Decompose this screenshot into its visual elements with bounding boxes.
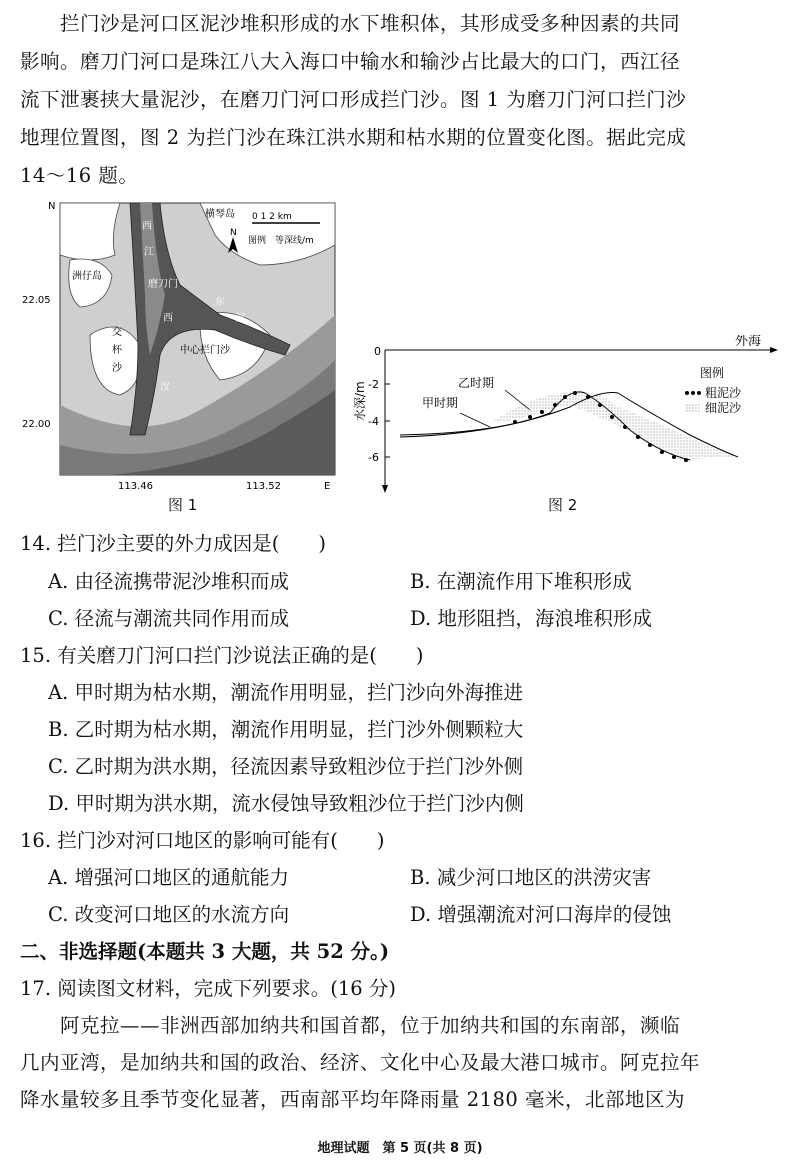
map-place-cha-east: 汊 xyxy=(235,313,245,324)
section-2-heading: 二、非选择题(本题共 3 大题，共 52 分。) xyxy=(20,940,390,963)
question-15-option-d[interactable]: D. 甲时期为洪水期，流水侵蚀导致粗沙位于拦门沙内侧 xyxy=(48,792,524,815)
question-15-option-c[interactable]: C. 乙时期为洪水期，径流因素导致粗沙位于拦门沙外侧 xyxy=(48,755,524,778)
figure-2-caption: 图 2 xyxy=(548,496,578,514)
question-17-text-2: 几内亚湾，是加纳共和国的政治、经济、文化中心及最大港口城市。阿克拉年 xyxy=(20,1051,701,1074)
figure-2-profile xyxy=(350,335,780,495)
question-15-stem: 15. 有关磨刀门河口拦门沙说法正确的是( ) xyxy=(20,644,424,667)
legend-fine: 细泥沙 xyxy=(705,401,742,415)
question-17-text-3: 降水量较多且季节变化显著，西南部平均年降雨量 2180 毫米，北部地区为 xyxy=(20,1088,686,1111)
coarse-sand-legend-icon xyxy=(685,391,701,395)
question-15-option-b[interactable]: B. 乙时期为枯水期，潮流作用明显，拦门沙外侧颗粒大 xyxy=(48,718,524,741)
map-scale-label: 0 1 2 km xyxy=(252,212,292,222)
y-axis-arrow-icon xyxy=(382,485,388,493)
question-16-option-a[interactable]: A. 增强河口地区的通航能力 xyxy=(48,866,289,889)
map-place-sha: 沙 xyxy=(112,363,122,374)
question-16-option-c[interactable]: C. 改变河口地区的水流方向 xyxy=(48,903,290,926)
page-footer: 地理试题 第 5 页(共 8 页) xyxy=(317,1141,483,1156)
fine-sand-legend-icon xyxy=(685,403,701,412)
map-place-zhouzai: 洲仔岛 xyxy=(72,271,102,282)
question-14-option-c[interactable]: C. 径流与潮流共同作用而成 xyxy=(48,607,290,630)
question-17-text-1: 阿克拉——非洲西部加纳共和国首都，位于加纳共和国的东南部，濒临 xyxy=(60,1014,681,1037)
map-legend-item: 等深线/m xyxy=(275,236,314,246)
figure-1-caption: 图 1 xyxy=(168,496,198,514)
map-lon-label-1: 113.46 xyxy=(118,481,153,492)
map-place-hengqin: 横琴岛 xyxy=(205,209,235,220)
y-tick-1: -2 xyxy=(368,378,379,391)
question-16-stem: 16. 拦门沙对河口地区的影响可能有( ) xyxy=(20,829,385,852)
x-axis-label: 外海 xyxy=(735,335,762,349)
map-place-cha-west: 汊 xyxy=(160,382,170,393)
y-tick-3: -6 xyxy=(368,451,379,464)
x-axis-arrow-icon xyxy=(770,347,778,353)
label-period-yi: 乙时期 xyxy=(458,376,495,390)
map-north-label: N xyxy=(48,201,56,212)
question-15-option-a[interactable]: A. 甲时期为枯水期，潮流作用明显，拦门沙向外海推进 xyxy=(48,681,523,704)
map-north-arrow-label: N xyxy=(230,228,237,238)
intro-line-4: 地理位置图，图 2 为拦门沙在珠江洪水期和枯水期的位置变化图。据此完成 xyxy=(20,126,687,149)
legend-coarse: 粗泥沙 xyxy=(705,386,742,400)
map-lat-label-1: 22.05 xyxy=(22,295,51,306)
question-16-option-b[interactable]: B. 减少河口地区的洪涝灾害 xyxy=(410,866,652,889)
question-14-stem: 14. 拦门沙主要的外力成因是( ) xyxy=(20,532,326,555)
map-legend-label: 图例 xyxy=(248,236,267,246)
map-place-xi-channel: 西 xyxy=(163,313,173,324)
question-17-stem: 17. 阅读图文材料，完成下列要求。(16 分) xyxy=(20,977,396,1000)
intro-line-2: 影响。磨刀门河口是珠江八大入海口中输水和输沙占比最大的口门，西江径 xyxy=(20,50,681,73)
map-east-label: E xyxy=(324,481,331,492)
map-place-jiang: 江 xyxy=(144,247,154,258)
legend-title: 图例 xyxy=(700,366,725,380)
map-place-jiao: 交 xyxy=(112,327,122,338)
intro-line-3: 流下泄裹挟大量泥沙，在磨刀门河口形成拦门沙。图 1 为磨刀门河口拦门沙 xyxy=(20,88,687,111)
intro-line-1: 拦门沙是河口区泥沙堆积形成的水下堆积体，其形成受多种因素的共同 xyxy=(60,12,681,35)
map-place-modaomen: 磨刀门 xyxy=(148,279,178,290)
map-place-bei: 杯 xyxy=(112,345,122,356)
question-14-option-d[interactable]: D. 地形阻挡，海浪堆积形成 xyxy=(410,607,652,630)
map-lon-label-2: 113.52 xyxy=(246,481,281,492)
y-axis-label: 水深/m xyxy=(353,381,367,421)
figure-1-map xyxy=(20,195,350,495)
map-place-center-bar: 中心拦门沙 xyxy=(180,345,230,356)
map-lat-label-2: 22.00 xyxy=(22,419,51,430)
map-place-xi: 西 xyxy=(142,221,152,232)
question-16-option-d[interactable]: D. 增强潮流对河口海岸的侵蚀 xyxy=(410,903,672,926)
question-14-option-b[interactable]: B. 在潮流作用下堆积形成 xyxy=(410,570,632,593)
label-period-jia: 甲时期 xyxy=(422,396,459,410)
intro-line-5: 14～16 题。 xyxy=(20,164,139,187)
y-tick-0: 0 xyxy=(374,345,381,358)
question-14-option-a[interactable]: A. 由径流携带泥沙堆积而成 xyxy=(48,570,289,593)
map-place-dong: 东 xyxy=(215,297,225,308)
y-tick-2: -4 xyxy=(368,415,379,428)
